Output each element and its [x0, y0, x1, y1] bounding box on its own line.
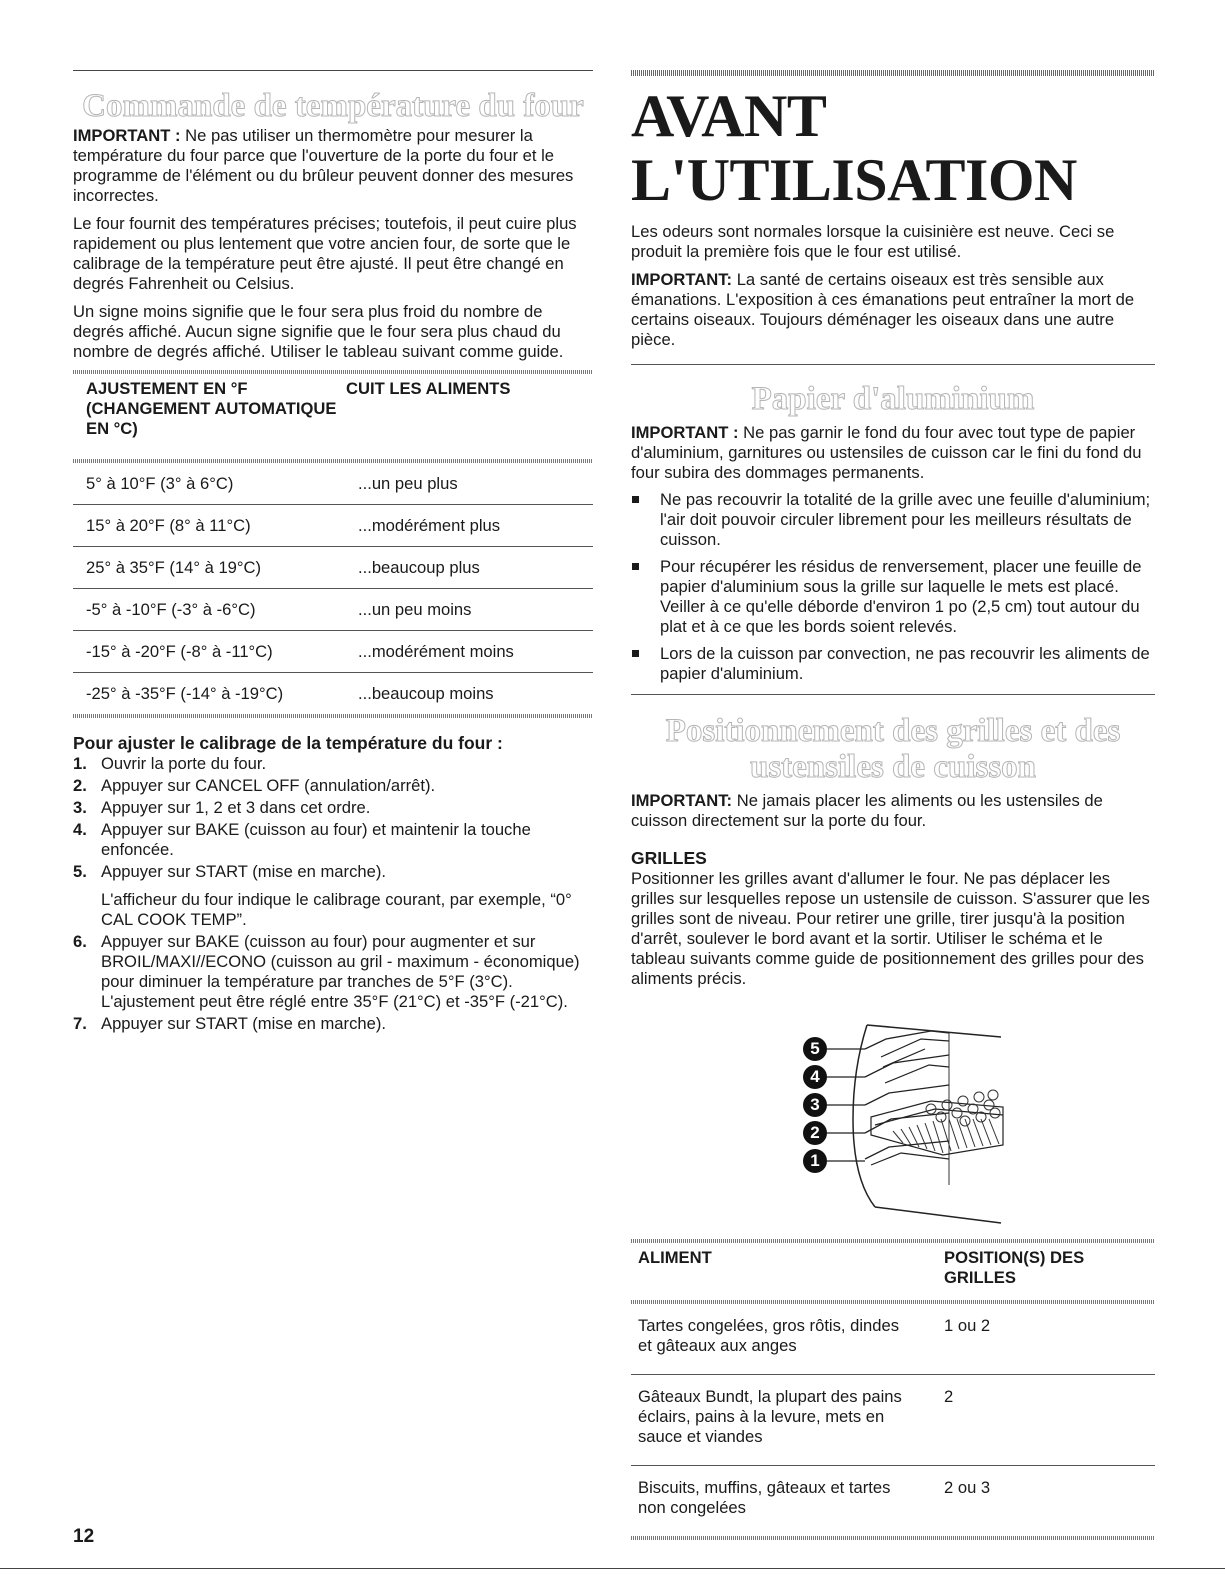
step-text: Appuyer sur BAKE (cuisson au four) pour augmenter et sur BROIL/MAXI//ECONO (cuisson au gril - maximum - économique) pour diminuer la température par tranches de 5°F (3°C). L'ajustement peut être réglé entre 35°F (21°C) et -35°F (-21°C).	[101, 932, 580, 1011]
cell-result: ...modérément moins	[358, 642, 514, 661]
table-bottom-rule	[631, 1536, 1155, 1540]
cell-result: ...beaucoup moins	[358, 684, 494, 703]
step-item	[73, 776, 593, 796]
step-number: 5.	[73, 862, 87, 881]
section-title-racks-2: ustensiles de cuisson	[749, 749, 1037, 785]
grilles-text: Positionner les grilles avant d'allumer le four. Ne pas déplacer les grilles sur lesquelles repose un ustensile de cuisson. S'assurer que les grilles sont de niveau. Pour retirer une grille, tirer jusqu'à la position d'arrêt, soulever le bord avant et la sortir. Utiliser le schéma et le tableau suivants comme guide de positionnement des grilles pour des aliments précis.	[631, 869, 1150, 988]
step-item	[73, 820, 593, 860]
header-adjustment: AJUSTEMENT EN °F (CHANGEMENT AUTOMATIQUE EN °C)	[86, 379, 337, 438]
cookies-on-pan	[926, 1090, 1000, 1126]
rack-diagram-svg	[631, 1009, 1155, 1235]
foil-bullet: Lors de la cuisson par convection, ne pas recouvrir les aliments de papier d'aluminium.	[631, 644, 1155, 684]
section-title-temperature: Commande de température du four	[82, 88, 584, 124]
step-item	[73, 1014, 593, 1034]
grilles-title: GRILLES	[631, 848, 707, 868]
step-number: 7.	[73, 1014, 87, 1033]
section-rule	[631, 364, 1155, 365]
temperature-intro	[73, 126, 593, 362]
rack-number-badge: 3	[803, 1093, 827, 1117]
table-row	[73, 589, 593, 631]
table-header	[73, 374, 593, 443]
calibration-steps	[73, 732, 593, 1034]
intro-paragraph: IMPORTANT : Ne pas utiliser un thermomètre pour mesurer la température du four parce que l'ouverture de la porte du four et le programme de l'élément ou du brûleur peuvent donner des mesures incorrectes.	[73, 126, 574, 205]
table-bottom-rule	[73, 714, 593, 718]
calibration-table	[73, 370, 593, 718]
section-rule	[631, 694, 1155, 695]
step-number: 6.	[73, 932, 87, 951]
top-rule	[631, 70, 1155, 76]
table-row	[631, 1304, 1155, 1375]
rack-number-badge: 2	[803, 1121, 827, 1145]
foil-bullets	[631, 490, 1155, 684]
cell-adjustment: -25° à -35°F (-14° à -19°C)	[86, 684, 284, 703]
header-rack-position: POSITION(S) DES GRILLES	[944, 1248, 1085, 1287]
table-row	[631, 1466, 1155, 1536]
section-title-foil: Papier d'aluminium	[751, 381, 1035, 417]
step-item	[73, 862, 593, 930]
step-item	[73, 754, 593, 774]
steps-title: Pour ajuster le calibrage de la température du four :	[73, 733, 503, 753]
step-note: L'afficheur du four indique le calibrage courant, par exemple, “0° CAL COOK TEMP”.	[101, 890, 572, 929]
cell-adjustment: 25° à 35°F (14° à 19°C)	[86, 558, 262, 577]
foil-important: IMPORTANT : Ne pas garnir le fond du four avec tout type de papier d'aluminium, garnitures ou ustensiles de cuisson car le fini du fond du four subira des dommages permanents.	[631, 423, 1142, 482]
bottom-rule	[0, 1568, 1225, 1569]
racks-important: IMPORTANT: Ne jamais placer les aliments ou les ustensiles de cuisson directement sur la porte du four.	[631, 791, 1103, 830]
cell-food: Tartes congelées, gros rôtis, dindes et gâteaux aux anges	[638, 1316, 900, 1355]
left-column	[73, 0, 593, 1036]
intro-paragraph: Les odeurs sont normales lorsque la cuisinière est neuve. Ceci se produit la première fois que le four est utilisé.	[631, 222, 1115, 261]
rack-number-badge: 4	[803, 1065, 827, 1089]
cell-rack-position: 2 ou 3	[944, 1478, 991, 1497]
table-row	[73, 673, 593, 714]
intro-paragraph: Le four fournit des températures précises; toutefois, il peut cuire plus rapidement ou plus lentement que votre ancien four, de sorte que le calibrage de la température peut être ajusté. Il peut être changé en degrés Fahrenheit ou Celsius.	[73, 214, 577, 293]
step-text: Appuyer sur BAKE (cuisson au four) et maintenir la touche enfoncée.	[101, 820, 531, 859]
right-column	[631, 0, 1155, 1540]
step-number: 1.	[73, 754, 87, 773]
section-title-racks-1: Positionnement des grilles et des	[665, 713, 1121, 749]
table-row	[73, 547, 593, 589]
rack-position-table	[631, 1239, 1155, 1540]
step-text: Ouvrir la porte du four.	[101, 754, 267, 773]
intro	[631, 222, 1155, 350]
page-title: AVANT L'UTILISATION	[631, 83, 1077, 213]
table-row	[631, 1375, 1155, 1466]
step-number: 4.	[73, 820, 87, 839]
header-result: CUIT LES ALIMENTS	[346, 379, 511, 398]
cell-food: Gâteaux Bundt, la plupart des pains éclairs, pains à la levure, mets en sauce et viandes	[638, 1387, 902, 1446]
step-text: Appuyer sur START (mise en marche).	[101, 862, 386, 881]
cell-rack-position: 1 ou 2	[944, 1316, 991, 1335]
cell-result: ...un peu moins	[358, 600, 472, 619]
rack-number-badge: 5	[803, 1037, 827, 1061]
cell-adjustment: 15° à 20°F (8° à 11°C)	[86, 516, 251, 535]
foil-bullet: Ne pas recouvrir la totalité de la grille avec une feuille d'aluminium; l'air doit pouvoir circuler librement pour les meilleurs résultats de cuisson.	[631, 490, 1155, 550]
intro-paragraph: IMPORTANT: La santé de certains oiseaux est très sensible aux émanations. L'exposition à ces émanations peut entraîner la mort de certains oiseaux. Toujours déménager les oiseaux dans une autre pièce.	[631, 270, 1135, 349]
intro-paragraph: Un signe moins signifie que le four sera plus froid du nombre de degrés affiché. Aucun signe signifie que le four sera plus chaud du nombre de degrés affiché. Utiliser le tableau suivant comme guide.	[73, 302, 564, 361]
table-row	[73, 505, 593, 547]
steps-list	[73, 754, 593, 1034]
step-text: Appuyer sur START (mise en marche).	[101, 1014, 386, 1033]
foil-bullet: Pour récupérer les résidus de renversement, placer une feuille de papier d'aluminium sous la grille sur laquelle le mets est placé. Veiller à ce qu'elle déborde d'environ 1 po (2,5 cm) tout autour du plat et à ce que les bords soient relevés.	[631, 557, 1155, 637]
cell-adjustment: 5° à 10°F (3° à 6°C)	[86, 474, 234, 493]
cell-rack-position: 2	[944, 1387, 954, 1406]
rack-diagram	[631, 1009, 1155, 1235]
step-text: Appuyer sur 1, 2 et 3 dans cet ordre.	[101, 798, 371, 817]
step-number: 3.	[73, 798, 87, 817]
step-number: 2.	[73, 776, 87, 795]
cell-food: Biscuits, muffins, gâteaux et tartes non congelées	[638, 1478, 891, 1517]
table-row	[73, 463, 593, 505]
rack-number-badge: 1	[803, 1149, 827, 1173]
cell-result: ...un peu plus	[358, 474, 458, 493]
header-food: ALIMENT	[638, 1248, 712, 1267]
top-rule	[73, 70, 593, 71]
cell-adjustment: -15° à -20°F (-8° à -11°C)	[86, 642, 273, 661]
table-row	[73, 631, 593, 673]
cell-adjustment: -5° à -10°F (-3° à -6°C)	[86, 600, 256, 619]
step-text: Appuyer sur CANCEL OFF (annulation/arrêt).	[101, 776, 436, 795]
page-number: 12	[73, 1526, 95, 1547]
cell-result: ...modérément plus	[358, 516, 501, 535]
cell-result: ...beaucoup plus	[358, 558, 480, 577]
step-item	[73, 932, 593, 1012]
table-header	[631, 1243, 1155, 1292]
step-item	[73, 798, 593, 818]
